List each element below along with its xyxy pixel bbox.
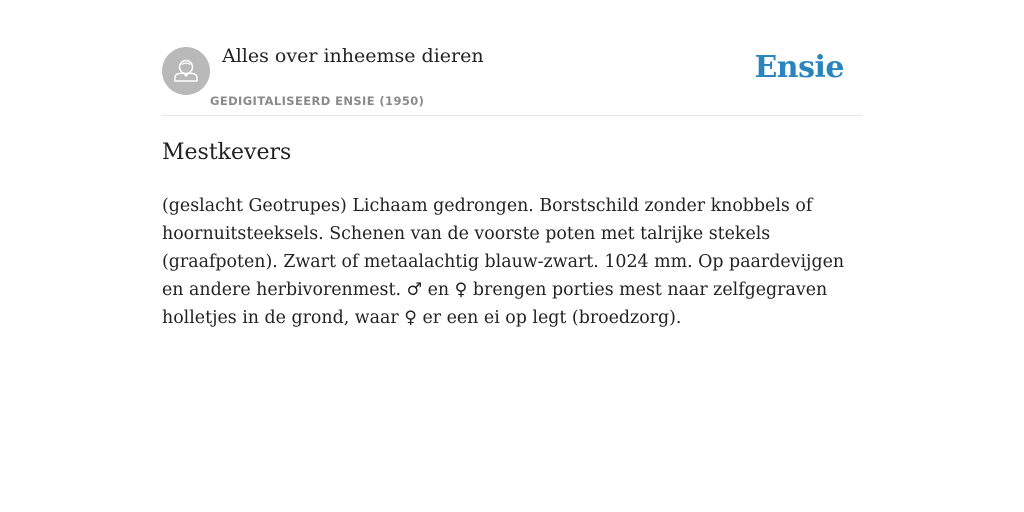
brand-logo[interactable]: Ensie	[754, 50, 844, 85]
user-avatar-icon[interactable]	[162, 47, 210, 95]
site-title[interactable]: Alles over inheemse dieren	[222, 45, 484, 67]
site-subtitle: GEDIGITALISEERD ENSIE (1950)	[210, 94, 425, 108]
article-title: Mestkevers	[162, 140, 292, 165]
article-body: (geslacht Geotrupes) Lichaam gedrongen. Borstschild zonder knobbels of hoornuitsteeksels. Schenen van de voorste poten met talrijke stekels (graafpoten). Zwart of metaalachtig blauw-zwart. 1024 mm. Op paardevijgen en andere herbivorenmest. ♂ en ♀ brengen porties mest naar zelfgegraven holletjes in de grond, waar ♀ er een ei op legt (broedzorg).	[162, 196, 845, 328]
header	[162, 36, 862, 116]
